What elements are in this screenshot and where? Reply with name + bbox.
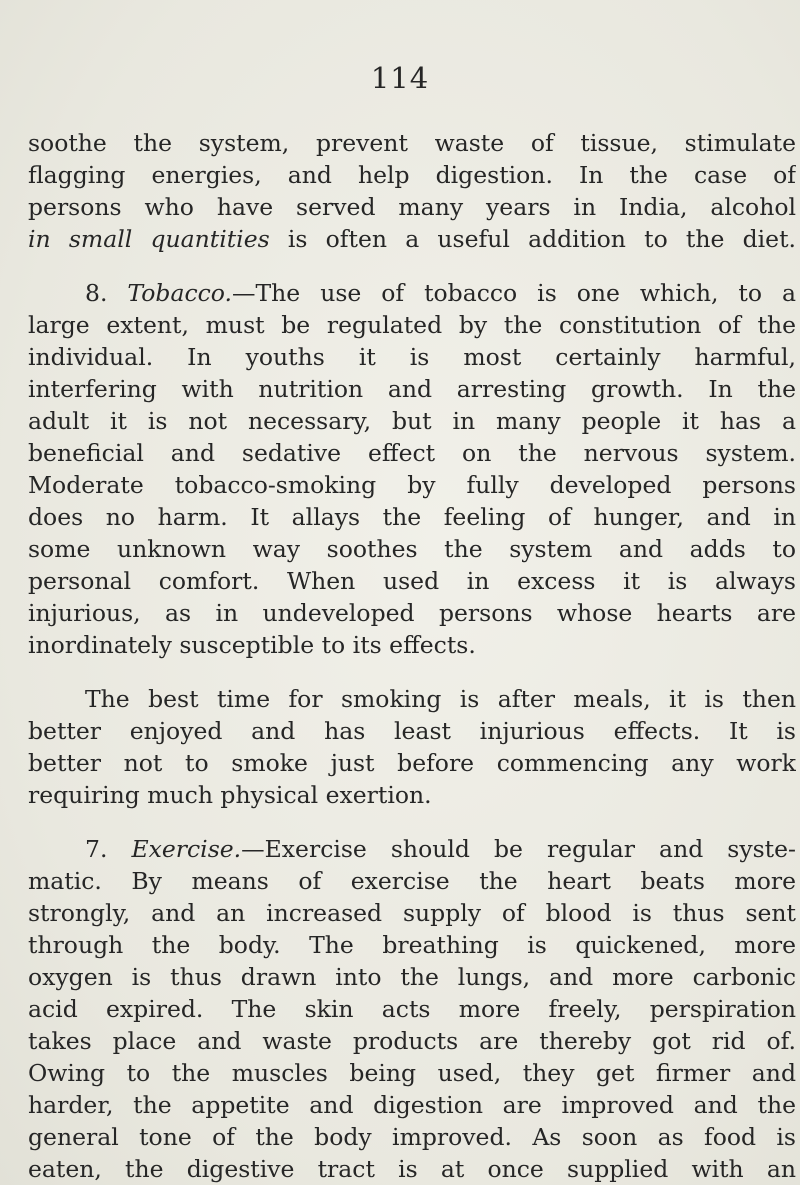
text-run: is often a useful addition to the diet.	[269, 225, 796, 253]
text-line: eaten, the digestive tract is at once supplied with an	[28, 1155, 796, 1183]
text-line: large extent, must be regulated by the constitution of the	[28, 311, 796, 339]
section-number: 7.	[85, 835, 132, 863]
text-line: Moderate tobacco-smoking by fully developed persons	[28, 471, 796, 499]
section-title: Tobacco.	[127, 279, 232, 307]
section-number: 8.	[85, 279, 128, 307]
text-line: soothe the system, prevent waste of tissue, stimulate	[28, 129, 796, 157]
text-run: —The use of tobacco is one which, to a	[232, 279, 796, 307]
text-line: inordinately susceptible to its effects.	[28, 631, 476, 659]
text-line: through the body. The breathing is quickened, more	[28, 931, 796, 959]
text-line: oxygen is thus drawn into the lungs, and more carbonic	[28, 963, 796, 991]
text-line: does no harm. It allays the feeling of hunger, and in	[28, 503, 796, 531]
section-title: Exercise.	[131, 835, 242, 863]
text-line: acid expired. The skin acts more freely, perspiration	[28, 995, 796, 1023]
text-line: individual. In youths it is most certainly harmful,	[28, 343, 796, 371]
text-line: strongly, and an increased supply of blood is thus sent	[28, 899, 796, 927]
section-heading-line	[85, 277, 796, 309]
text-line: adult it is not necessary, but in many people it has a	[28, 407, 796, 435]
page-number: 114	[370, 61, 430, 95]
text-line: takes place and waste products are thereby got rid of.	[28, 1027, 796, 1055]
text-run: —Exercise should be regular and syste-	[241, 835, 796, 863]
text-line: harder, the appetite and digestion are improved and the	[28, 1091, 796, 1119]
text-line: interfering with nutrition and arresting growth. In the	[28, 375, 796, 403]
text-line: The best time for smoking is after meals, it is then	[85, 685, 796, 713]
italic-phrase: in small quantities	[28, 225, 270, 253]
text-line: matic. By means of exercise the heart beats more	[28, 867, 796, 895]
text-line: better not to smoke just before commencing any work	[28, 749, 796, 777]
section-heading-line	[85, 833, 796, 865]
text-line: personal comfort. When used in excess it is always	[28, 567, 796, 595]
text-line: requiring much physical exertion.	[28, 781, 432, 809]
text-line: beneficial and sedative effect on the nervous system.	[28, 439, 796, 467]
text-line: Owing to the muscles being used, they get firmer and	[28, 1059, 796, 1087]
text-line: general tone of the body improved. As soon as food is	[28, 1123, 796, 1151]
text-line	[28, 223, 796, 255]
text-line: some unknown way soothes the system and adds to	[28, 535, 796, 563]
text-line: injurious, as in undeveloped persons whose hearts are	[28, 599, 796, 627]
text-line: flagging energies, and help digestion. In the case of	[28, 161, 796, 189]
text-line: persons who have served many years in India, alcohol	[28, 193, 796, 221]
text-line: better enjoyed and has least injurious effects. It is	[28, 717, 796, 745]
